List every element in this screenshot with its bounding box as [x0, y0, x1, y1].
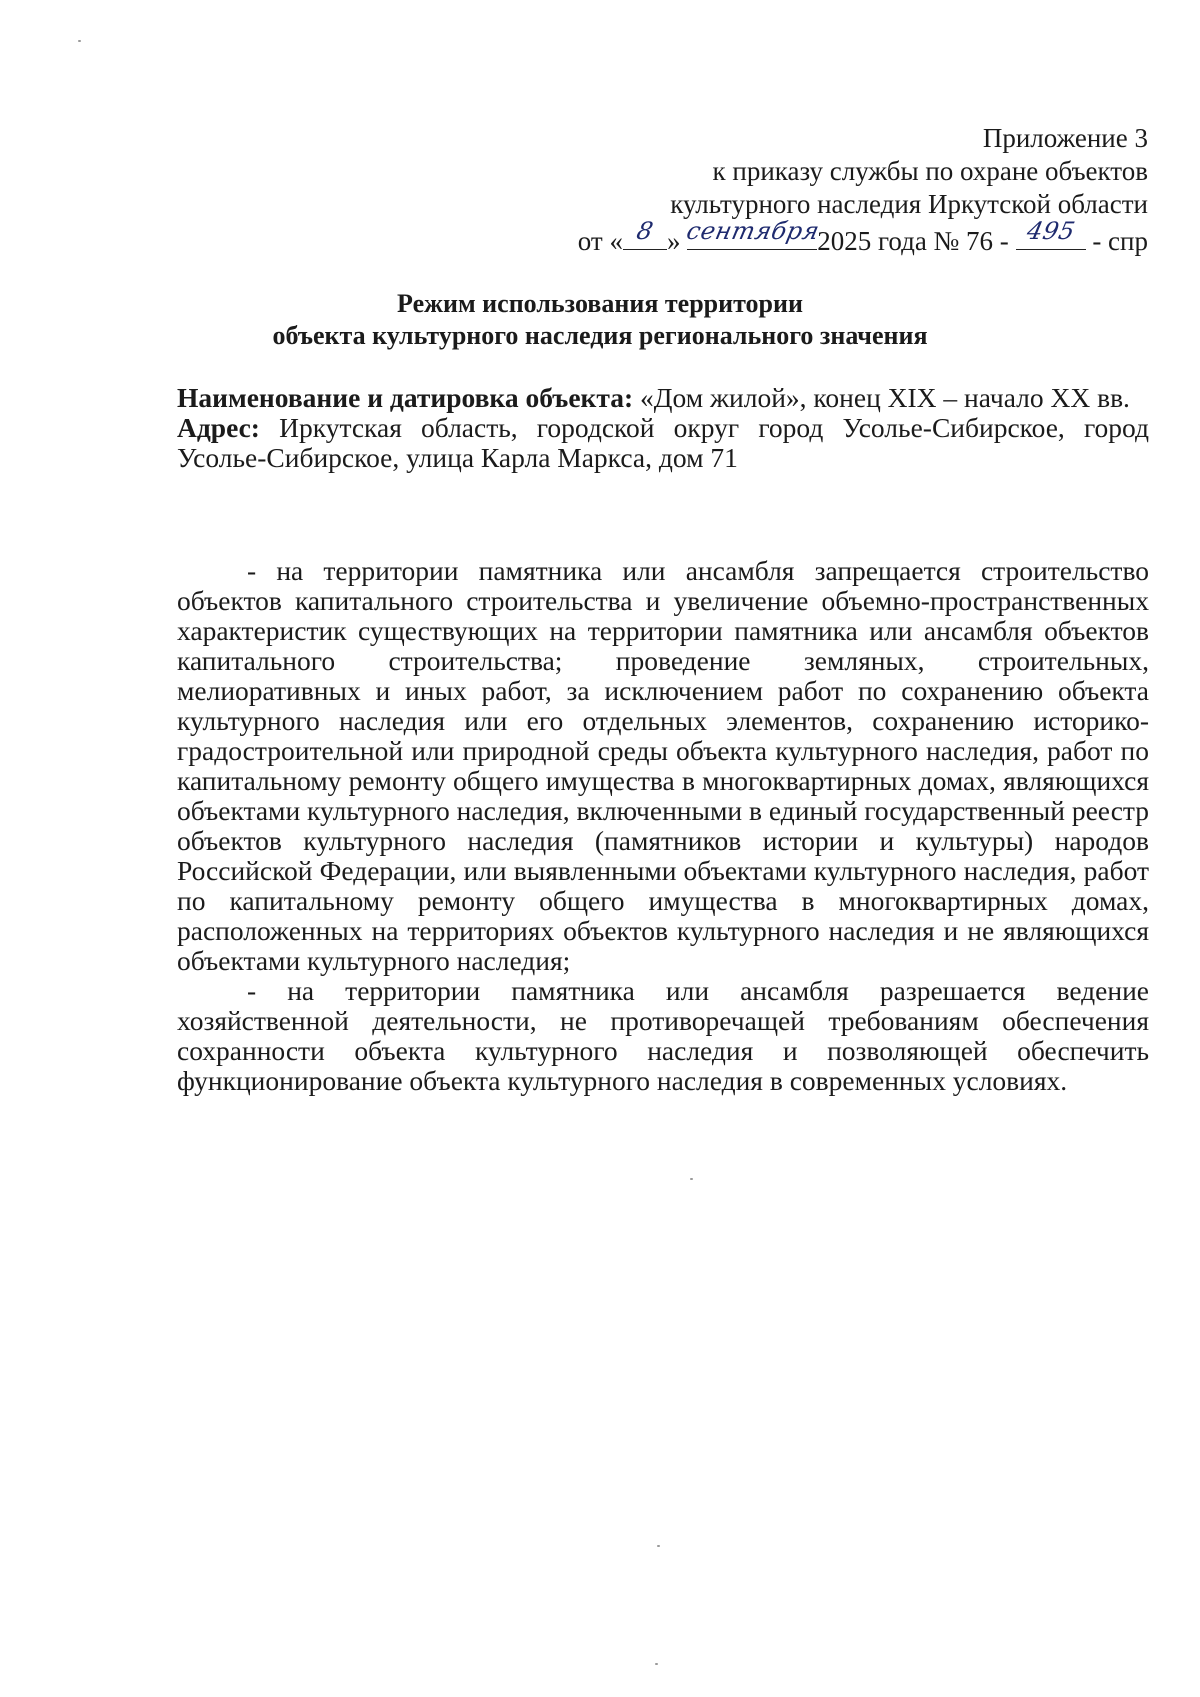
handwritten-month: сентября — [684, 217, 823, 245]
scan-speck — [690, 1178, 693, 1180]
appendix-authority: культурного наследия Иркутской области — [670, 189, 1148, 219]
handwritten-day: 8 — [634, 217, 656, 245]
title-line-2: объекта культурного наследия регионального значения — [272, 321, 928, 350]
prohibitions-paragraph: - на территории памятника или ансамбля запрещается строительство объектов капитального строительства и увеличение объемно-пространственных характеристик существующих на территории памятника или ансамбля объектов капитального строительства; проведение земляных, строительных, мелиоративных и иных работ, за исключением работ по сохранению объекта культурного наследия или его отдельных элементов, сохранению историко-градостроительной или природной среды объекта культурного наследия, работ по капитальному ремонту общего имущества в многоквартирных домах, являющихся объектами культурного наследия, включенными в единый государственный реестр объектов культурного наследия (памятников истории и культуры) народов Российской Федерации, или выявленными объектами культурного наследия, работ по капитальному ремонту общего имущества в многоквартирных домах, расположенных на территориях объектов культурного наследия и не являющихся объектами культурного наследия; — [177, 555, 1149, 976]
appendix-order-reference: к приказу службы по охране объектов — [712, 156, 1148, 186]
date-suffix: - спр — [1092, 226, 1148, 256]
date-prefix: от « — [577, 226, 623, 256]
appendix-number: Приложение 3 — [982, 123, 1148, 153]
document-title — [0, 288, 1200, 352]
scan-speck — [657, 1545, 660, 1547]
order-date-line — [577, 217, 1148, 258]
object-name-value: «Дом жилой», конец XIX – начало XX вв. — [640, 382, 1130, 413]
date-year-text: 2025 года № 76 - — [817, 226, 1009, 256]
date-day-slot — [623, 217, 667, 250]
permissions-paragraph: - на территории памятника или ансамбля разрешается ведение хозяйственной деятельности, не противоречащей требованиям обеспечения сохранности объекта культурного наследия и позволяющей обеспечить функционирование объекта культурного наследия в современных условиях. — [177, 975, 1149, 1096]
scan-speck — [655, 1663, 658, 1665]
object-name — [177, 383, 1149, 413]
order-number-slot — [1016, 217, 1086, 250]
object-address — [177, 413, 1149, 473]
object-address-value: Иркутская область, городской округ город Усолье-Сибирское, город Усолье-Сибирское, улица Карла Маркса, дом 71 — [177, 412, 1150, 473]
regime-requirements — [177, 556, 1149, 1096]
appendix-header — [578, 122, 1148, 258]
date-mid: » — [666, 226, 681, 256]
handwritten-order-number: 495 — [1024, 217, 1078, 245]
title-line-1: Режим использования территории — [397, 289, 803, 318]
object-address-label: Адрес: — [177, 412, 260, 443]
object-info — [177, 383, 1149, 473]
scan-speck — [78, 40, 81, 42]
object-name-label: Наименование и датировка объекта: — [177, 382, 634, 413]
date-month-slot — [684, 217, 823, 250]
